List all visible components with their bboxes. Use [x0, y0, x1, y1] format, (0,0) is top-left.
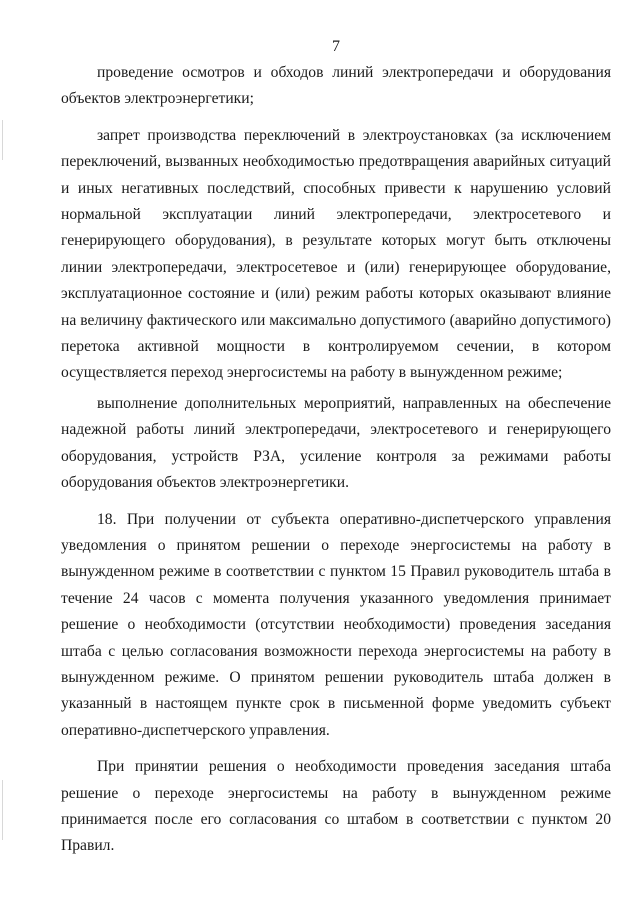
paragraph-additional-measures: выполнение дополнительных мероприятий, направленных на обеспечение надежной работы линий электропередачи, электросетевого и генерирующего оборудования, устройств РЗА, усиление контроля за режимами работы оборудования объектов электроэнергетики.	[61, 394, 611, 492]
paragraph-item-18: 18. При получении от субъекта оперативно-диспетчерского управления уведомления о принятом решении о переходе энергосистемы на работу в вынужденном режиме в соответствии с пунктом 15 Правил руководитель штаба в течение 24 часов с момента получения указанного уведомления принимает решение о необходимости (отсутствии необходимости) проведения заседания штаба с целью согласования возможности перехода энергосистемы на работу в вынужденном режиме. О принятом решении руководитель штаба должен в указанный в настоящем пункте срок в письменной форме уведомить субъект оперативно-диспетчерского управления.	[61, 510, 611, 739]
scan-edge-mark	[2, 780, 3, 840]
paragraph-inspections: проведение осмотров и обходов линий электропередачи и оборудования объектов электроэнергетики;	[61, 64, 611, 108]
document-body	[61, 60, 611, 860]
page-number: 7	[332, 38, 340, 55]
paragraph-decision-approval: При принятии решения о необходимости проведения заседания штаба решение о переходе энергосистемы на работу в вынужденном режиме принимается после его согласования со штабом в соответствии с пунктом 20 Правил.	[61, 758, 611, 855]
scan-edge-mark	[2, 120, 3, 160]
paragraph-switching-ban: запрет производства переключений в электроустановках (за исключением переключений, вызванных необходимостью предотвращения аварийных ситуаций и иных негативных последствий, способных привести к нарушению условий нормальной эксплуатации линий электропередачи, электросетевого и генерирующего оборудования), в результате которых могут быть отключены линии электропередачи, электросетевое и (или) генерирующее оборудование, эксплуатационное состояние и (или) режим работы которых оказывают влияние на величину фактического или максимально допустимого (аварийно допустимого) перетока активной мощности в контролируемом сечении, в котором осуществляется переход энергосистемы на работу в вынужденном режиме;	[61, 126, 611, 382]
